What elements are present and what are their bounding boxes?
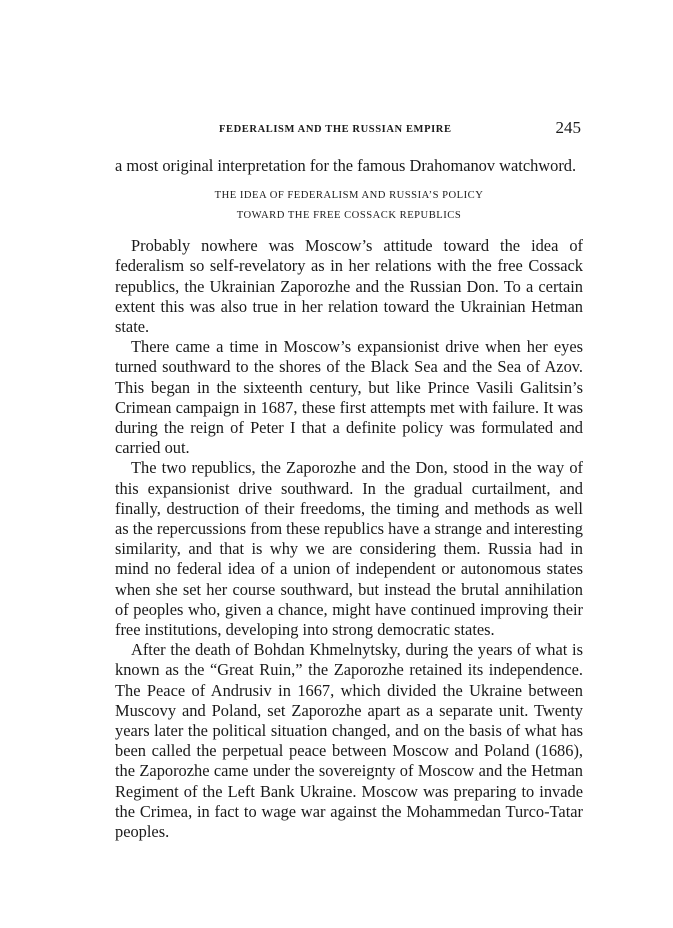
section-heading-line-1: THE IDEA OF FEDERALISM AND RUSSIA’S POLICY [214, 190, 484, 202]
running-header [115, 118, 583, 142]
paragraph: Probably nowhere was Moscow’s attitude toward the idea of federalism so self-revelatory as in her relations with the free Cossack republics, the Ukrainian Zaporozhe and the Russian Don. To a certain extent this was also true in her relation toward the Ukrainian Hetman state. [115, 236, 583, 337]
paragraph: After the death of Bohdan Khmelnytsky, during the years of what is known as the “Great Ruin,” the Zaporozhe retained its independence. The Peace of Andrusiv in 1667, which divided the Ukraine between Muscovy and Poland, set Zaporozhe apart as a separate unit. Twenty years later the political situation changed, and on the basis of what has been called the perpetual peace between Moscow and Poland (1686), the Zaporozhe came under the sovereignty of Moscow and the Hetman Regiment of the Left Bank Ukraine. Moscow was preparing to invade the Crimea, in fact to wage war against the Mohammedan Turco-Tatar peoples. [115, 640, 583, 842]
section-heading [115, 186, 583, 226]
running-title: FEDERALISM AND THE RUSSIAN EMPIRE [219, 124, 452, 135]
paragraph: The two republics, the Zaporozhe and the Don, stood in the way of this expansionist drive southward. In the gradual curtailment, and finally, destruction of their freedoms, the timing and methods as well as the repercussions from these republics have a strange and interesting similarity, and that is why we are considering them. Russia had in mind no federal idea of a union of independent or autonomous states when she set her course southward, but instead the brutal annihilation of peoples who, given a chance, might have continued improving their free institutions, developing into strong democratic states. [115, 458, 583, 640]
opening-paragraph: a most original interpretation for the famous Drahomanov watchword. [115, 156, 577, 175]
book-page [115, 118, 583, 842]
paragraph: There came a time in Moscow’s expansionist drive when her eyes turned southward to the shores of the Black Sea and the Sea of Azov. This began in the sixteenth century, but like Prince Vasili Galitsin’s Crimean campaign in 1687, these first attempts met with failure. It was during the reign of Peter I that a definite policy was formulated and carried out. [115, 337, 583, 458]
page-number: 245 [555, 118, 581, 137]
body-text [115, 156, 583, 842]
section-heading-line-2: TOWARD THE FREE COSSACK REPUBLICS [236, 210, 462, 222]
